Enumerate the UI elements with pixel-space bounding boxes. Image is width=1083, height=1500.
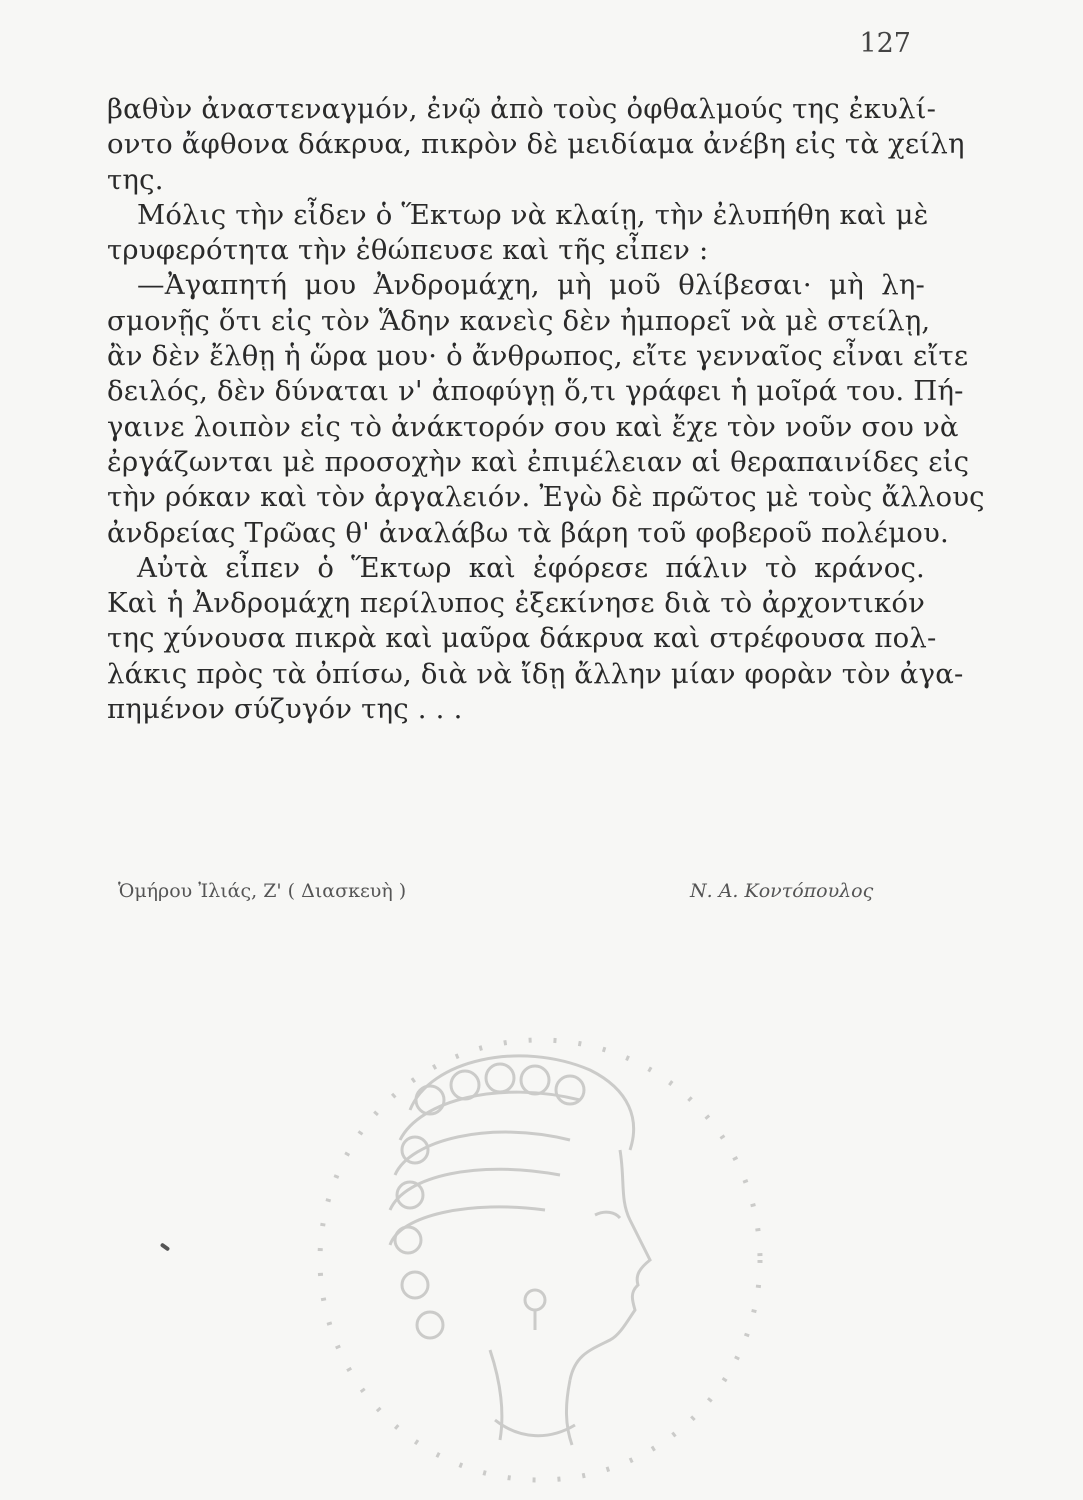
- text-line: Αὐτὰ εἶπεν ὁ Ἕκτωρ καὶ ἐφόρεσε πάλιν τὸ κράνος.: [137, 551, 925, 584]
- body-text: [107, 92, 985, 727]
- page-number: 127: [859, 28, 911, 59]
- text-line: —Ἀγαπητή μου Ἀνδρομάχη, μὴ μοῦ θλίβεσαι· μὴ λη-: [137, 269, 925, 302]
- text-line: της.: [107, 163, 164, 196]
- text-line: της χύνουσα πικρὰ καὶ μαῦρα δάκρυα καὶ στρέφουσα πολ-: [107, 622, 937, 655]
- text-line: Καὶ ἡ Ἀνδρομάχη περίλυπος ἐξεκίνησε διὰ τὸ ἀρχοντικόν: [107, 587, 925, 620]
- text-line: γαινε λοιπὸν εἰς τὸ ἀνάκτορόν σου καὶ ἔχε τὸν νοῦν σου νὰ: [107, 410, 959, 443]
- text-line: δειλός, δὲν δύναται ν' ἀποφύγῃ ὅ,τι γράφει ἡ μοῖρά του. Πή-: [107, 375, 964, 408]
- text-line: οντο ἄφθονα δάκρυα, πικρὸν δὲ μειδίαμα ἀνέβη εἰς τὰ χείλη: [107, 128, 965, 161]
- source-citation: Ὁμήρου Ἰλιάς, Ζ' ( Διασκευὴ ): [118, 880, 407, 902]
- text-line: ἂν δὲν ἔλθῃ ἡ ὥρα μου· ὁ ἄνθρωπος, εἴτε γενναῖος εἶναι εἴτε: [107, 340, 969, 373]
- text-line: λάκις πρὸς τὰ ὀπίσω, διὰ νὰ ἴδῃ ἄλλην μίαν φορὰν τὸν ἀγα-: [107, 657, 964, 690]
- watermark-seal-icon: [290, 1000, 770, 1500]
- text-line: ἐργάζωνται μὲ προσοχὴν καὶ ἐπιμέλειαν αἱ θεραπαινίδες εἰς: [107, 445, 970, 478]
- text-line: τὴν ρόκαν καὶ τὸν ἀργαλειόν. Ἐγὼ δὲ πρῶτος μὲ τοὺς ἄλλους: [107, 481, 985, 514]
- author-name: Ν. Α. Κοντόπουλος: [690, 880, 874, 902]
- ink-speck: [160, 1242, 170, 1251]
- text-line: βαθὺν ἀναστεναγμόν, ἐνῷ ἀπὸ τοὺς ὀφθαλμούς της ἐκυλί-: [107, 93, 937, 125]
- text-line: πημένον σύζυγόν της . . .: [107, 693, 463, 726]
- text-line: σμονῇς ὅτι εἰς τὸν Ἅδην κανεὶς δὲν ἠμπορεῖ νὰ μὲ στείλῃ,: [107, 304, 931, 337]
- text-line: Μόλις τὴν εἶδεν ὁ Ἕκτωρ νὰ κλαίῃ, τὴν ἐλυπήθη καὶ μὲ: [137, 198, 929, 231]
- text-line: τρυφερότητα τὴν ἐθώπευσε καὶ τῆς εἶπεν :: [107, 234, 709, 267]
- text-line: ἀνδρείας Τρῶας θ' ἀναλάβω τὰ βάρη τοῦ φοβεροῦ πολέμου.: [107, 516, 949, 549]
